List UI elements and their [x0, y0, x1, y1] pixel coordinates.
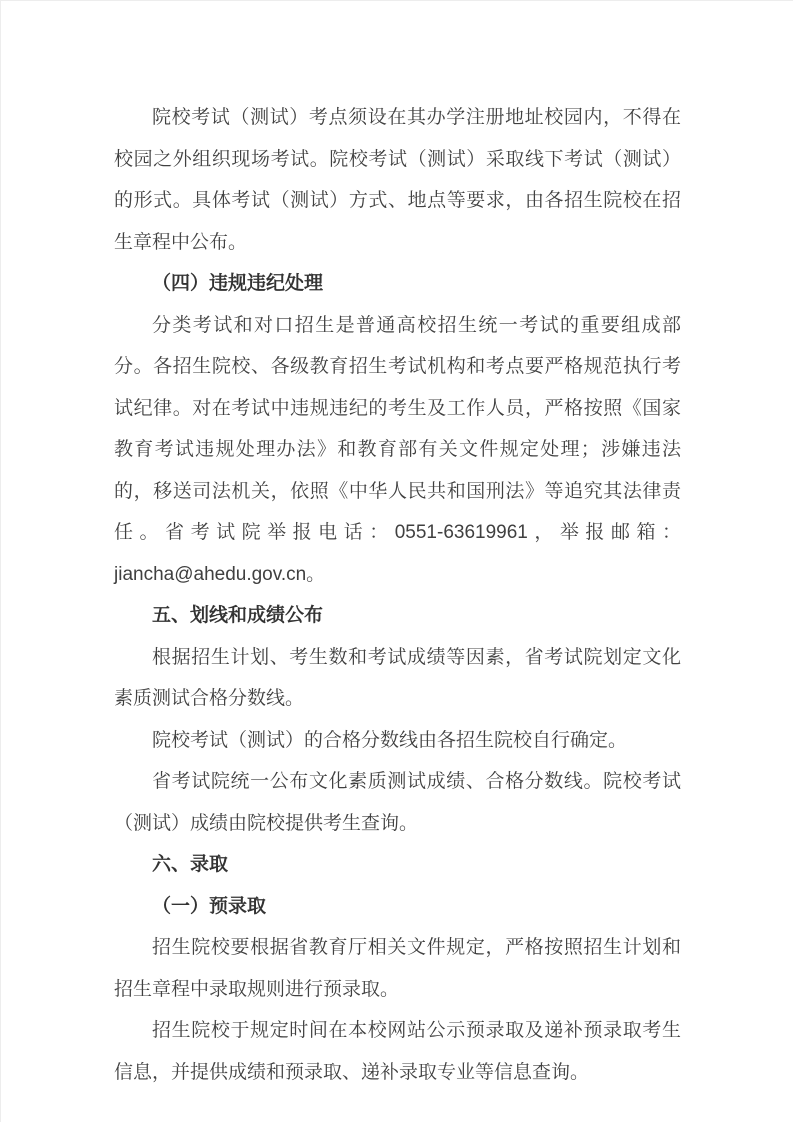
paragraph-pre-admission-publicity: 招生院校于规定时间在本校网站公示预录取及递补预录取考生信息，并提供成绩和预录取、递补录取专业等信息查询。: [114, 1020, 681, 1083]
paragraph-score-publish: 省考试院统一公布文化素质测试成绩、合格分数线。院校考试（测试）成绩由院校提供考生查询。: [114, 771, 681, 834]
paragraph-cutoff-line: 根据招生计划、考生数和考试成绩等因素，省考试院划定文化素质测试合格分数线。: [114, 646, 681, 709]
heading-subsection-1-pre-admission: （一）预录取: [152, 895, 267, 917]
paragraph-pre-admission-rules: 招生院校要根据省教育厅相关文件规定，严格按照招生计划和招生章程中录取规则进行预录取。: [114, 937, 681, 1000]
heading-section-5-scores: 五、划线和成绩公布: [152, 605, 324, 626]
paragraph-college-cutoff: 院校考试（测试）的合格分数线由各招生院校自行确定。: [152, 729, 628, 751]
heading-section-6-admission: 六、录取: [152, 854, 229, 875]
paragraph-exam-location: 院校考试（测试）考点须设在其办学注册地址校园内，不得在校园之外组织现场考试。院校考试（测试）采取线下考试（测试）的形式。具体考试（测试）方式、地点等要求，由各招生院校在招生章程中公布。: [114, 107, 681, 253]
document-content: [1, 1, 793, 1093]
paragraph-violation-handling: 分类考试和对口招生是普通高校招生统一考试的重要组成部分。各招生院校、各级教育招生考试机构和考点要严格规范执行考试纪律。对在考试中违规违纪的考生及工作人员，严格按照《国家教育考试违规处理办法》和教育部有关文件规定处理；涉嫌违法的，移送司法机关，依照《中华人民共和国刑法》等追究其法律责任。省考试院举报电话：0551-63619961，举报邮箱：jiancha@ahedu.gov.cn。: [114, 314, 681, 585]
heading-section-4-violations: （四）违规违纪处理: [152, 273, 324, 294]
